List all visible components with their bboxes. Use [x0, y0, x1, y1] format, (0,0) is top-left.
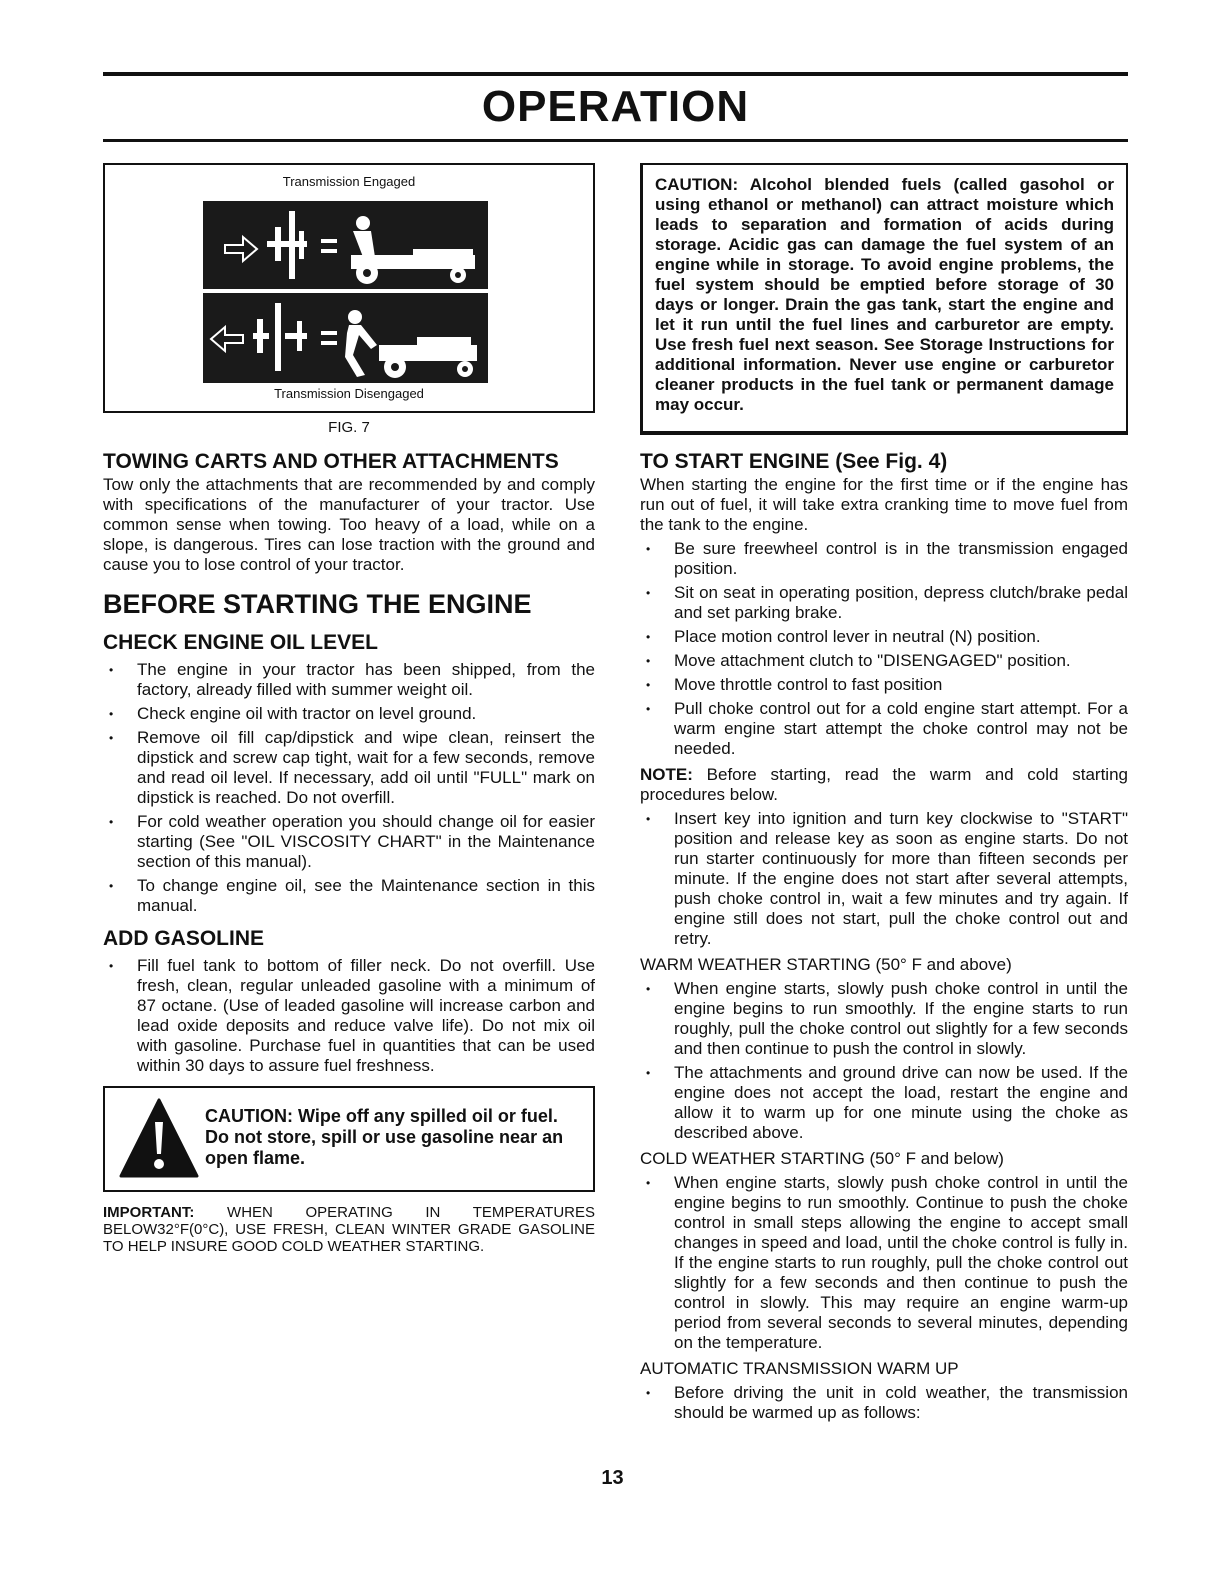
cold-weather-list: [640, 1173, 1128, 1353]
list-item: • For cold weather operation you should change oil for easier starting (See "OIL VISCOSITY CHART" in the Maintenance section of this manual).: [103, 812, 595, 872]
note-label: NOTE:: [640, 765, 693, 784]
auto-trans-heading: AUTOMATIC TRANSMISSION WARM UP: [640, 1359, 959, 1378]
caution-box-alcohol-fuels: [640, 163, 1128, 435]
list-item: • Pull choke control out for a cold engine start attempt. For a warm engine start attempt the choke control may not be needed.: [640, 699, 1128, 759]
list-item: • When engine starts, slowly push choke control in until the engine begins to run smoothly. If the engine starts to run roughly, pull the choke control out slightly for a few seconds and then continue to push the control in slowly.: [640, 979, 1128, 1059]
important-label: IMPORTANT:: [103, 1204, 195, 1221]
cold-weather-heading: COLD WEATHER STARTING (50° F and below): [640, 1149, 1004, 1168]
left-column: [103, 163, 595, 1255]
list-item: • Sit on seat in operating position, depress clutch/brake pedal and set parking brake.: [640, 583, 1128, 623]
list-item: • Be sure freewheel control is in the transmission engaged position.: [640, 539, 1128, 579]
figure-caption-engaged: Transmission Engaged: [282, 174, 416, 189]
warm-weather-heading: WARM WEATHER STARTING (50° F and above): [640, 955, 1012, 974]
list-item: • Before driving the unit in cold weather, the transmission should be warmed up as follows:: [640, 1383, 1128, 1423]
check-oil-list: [103, 660, 595, 916]
start-engine-heading: TO START ENGINE (See Fig. 4): [640, 450, 948, 473]
list-item: • When engine starts, slowly push choke control in until the engine begins to run smoothly. Continue to push the choke control in small steps allowing the engine to accept small changes in speed and load, until the choke control is fully in. If the engine starts to run roughly, pull the choke control out slightly for a few seconds and then continue to push the control in slowly. This may require an engine warm-up period from several seconds to several minutes, depending on the temperature.: [640, 1173, 1128, 1353]
list-item: • Remove oil fill cap/dipstick and wipe clean, reinsert the dipstick and screw cap tight, wait for a few seconds, remove and read oil level. If necessary, add oil until "FULL" mark on dipstick is reached. Do not overfill.: [103, 728, 595, 808]
list-item: • Fill fuel tank to bottom of filler neck. Do not overfill. Use fresh, clean, regular unleaded gasoline with a minimum of 87 octane. (Use of leaded gasoline will increase carbon and lead oxide deposits and reduce valve life). Do not mix oil with gasoline. Purchase fuel in quantities that can be used within 30 days to assure fuel freshness.: [103, 956, 595, 1076]
caution-text: CAUTION: Wipe off any spilled oil or fuel. Do not store, spill or use gasoline near an open flame.: [205, 1106, 564, 1168]
start-engine-intro: When starting the engine for the first time or if the engine has run out of fuel, it will take extra cranking time to move fuel from the tank to the engine.: [640, 475, 1128, 534]
warning-triangle-icon: [119, 1098, 199, 1180]
engaged-icon: [203, 201, 488, 289]
caution-box-spill: [103, 1086, 595, 1192]
important-text: WHEN OPERATING IN TEMPERATURES BELOW32°F(0°C), USE FRESH, CLEAN WINTER GRADE GASOLINE TO HELP INSURE GOOD COLD WEATHER STARTING.: [103, 1204, 595, 1255]
list-item: • Move throttle control to fast position: [640, 675, 1128, 695]
add-gasoline-heading: ADD GASOLINE: [103, 927, 265, 950]
page-number: 13: [601, 1467, 624, 1489]
list-item: • The engine in your tractor has been shipped, from the factory, already filled with summer weight oil.: [103, 660, 595, 700]
figure-label: FIG. 7: [328, 419, 370, 436]
note-text: Before starting, read the warm and cold starting procedures below.: [640, 765, 1128, 804]
list-item: • The attachments and ground drive can now be used. If the engine does not accept the load, restart the engine and allow it to warm up for one minute using the choke as described above.: [640, 1063, 1128, 1143]
key-list: [640, 809, 1128, 949]
list-item: • Check engine oil with tractor on level ground.: [103, 704, 595, 724]
check-oil-heading: CHECK ENGINE OIL LEVEL: [103, 631, 378, 654]
figure-7: [103, 163, 595, 413]
note: [640, 765, 1128, 805]
disengaged-icon: [203, 293, 488, 383]
add-gasoline-list: [103, 956, 595, 1076]
list-item: • Move attachment clutch to "DISENGAGED" position.: [640, 651, 1128, 671]
auto-trans-list: [640, 1383, 1128, 1423]
before-starting-heading: BEFORE STARTING THE ENGINE: [103, 589, 532, 619]
list-item: • Place motion control lever in neutral (N) position.: [640, 627, 1128, 647]
warm-weather-list: [640, 979, 1128, 1143]
page-title: OPERATION: [481, 82, 750, 131]
start-engine-list: [640, 539, 1128, 759]
top-rule: [103, 72, 1128, 76]
title-rule: [103, 139, 1128, 142]
important-note: [103, 1204, 595, 1255]
list-item: • Insert key into ignition and turn key clockwise to "START" position and release key as soon as engine starts. Do not run starter continuously for more than fifteen seconds per minute. If the engine does not start after several attempts, push choke control in, wait a few minutes and try again. If engine still does not start, pull the choke control out and retry.: [640, 809, 1128, 949]
right-column: [640, 163, 1128, 1423]
towing-heading: TOWING CARTS AND OTHER ATTACHMENTS: [103, 450, 559, 473]
figure-caption-disengaged: Transmission Disengaged: [274, 386, 424, 401]
transmission-engaged-graphic: [203, 201, 488, 289]
caution-text: CAUTION: Alcohol blended fuels (called gasohol or using ethanol or methanol) can attract moisture which leads to separation and formation of acids during storage. Acidic gas can damage the fuel system of an engine while in storage. To avoid engine problems, the fuel system should be emptied before storage of 30 days or longer. Drain the gas tank, start the engine and let it run until the fuel lines and carburetor are empty. Use fresh fuel next season. See Storage Instructions for additional information. Never use engine or carburetor cleaner products in the fuel tank or permanent damage may occur.: [655, 175, 1114, 414]
list-item: • To change engine oil, see the Maintenance section in this manual.: [103, 876, 595, 916]
transmission-disengaged-graphic: [203, 293, 488, 383]
towing-body: Tow only the attachments that are recommended by and comply with specifications of the manufacturer of your tractor. Use common sense when towing. Too heavy of a load, while on a slope, is dangerous. Tires can lose traction with the ground and cause you to lose control of your tractor.: [103, 475, 595, 574]
